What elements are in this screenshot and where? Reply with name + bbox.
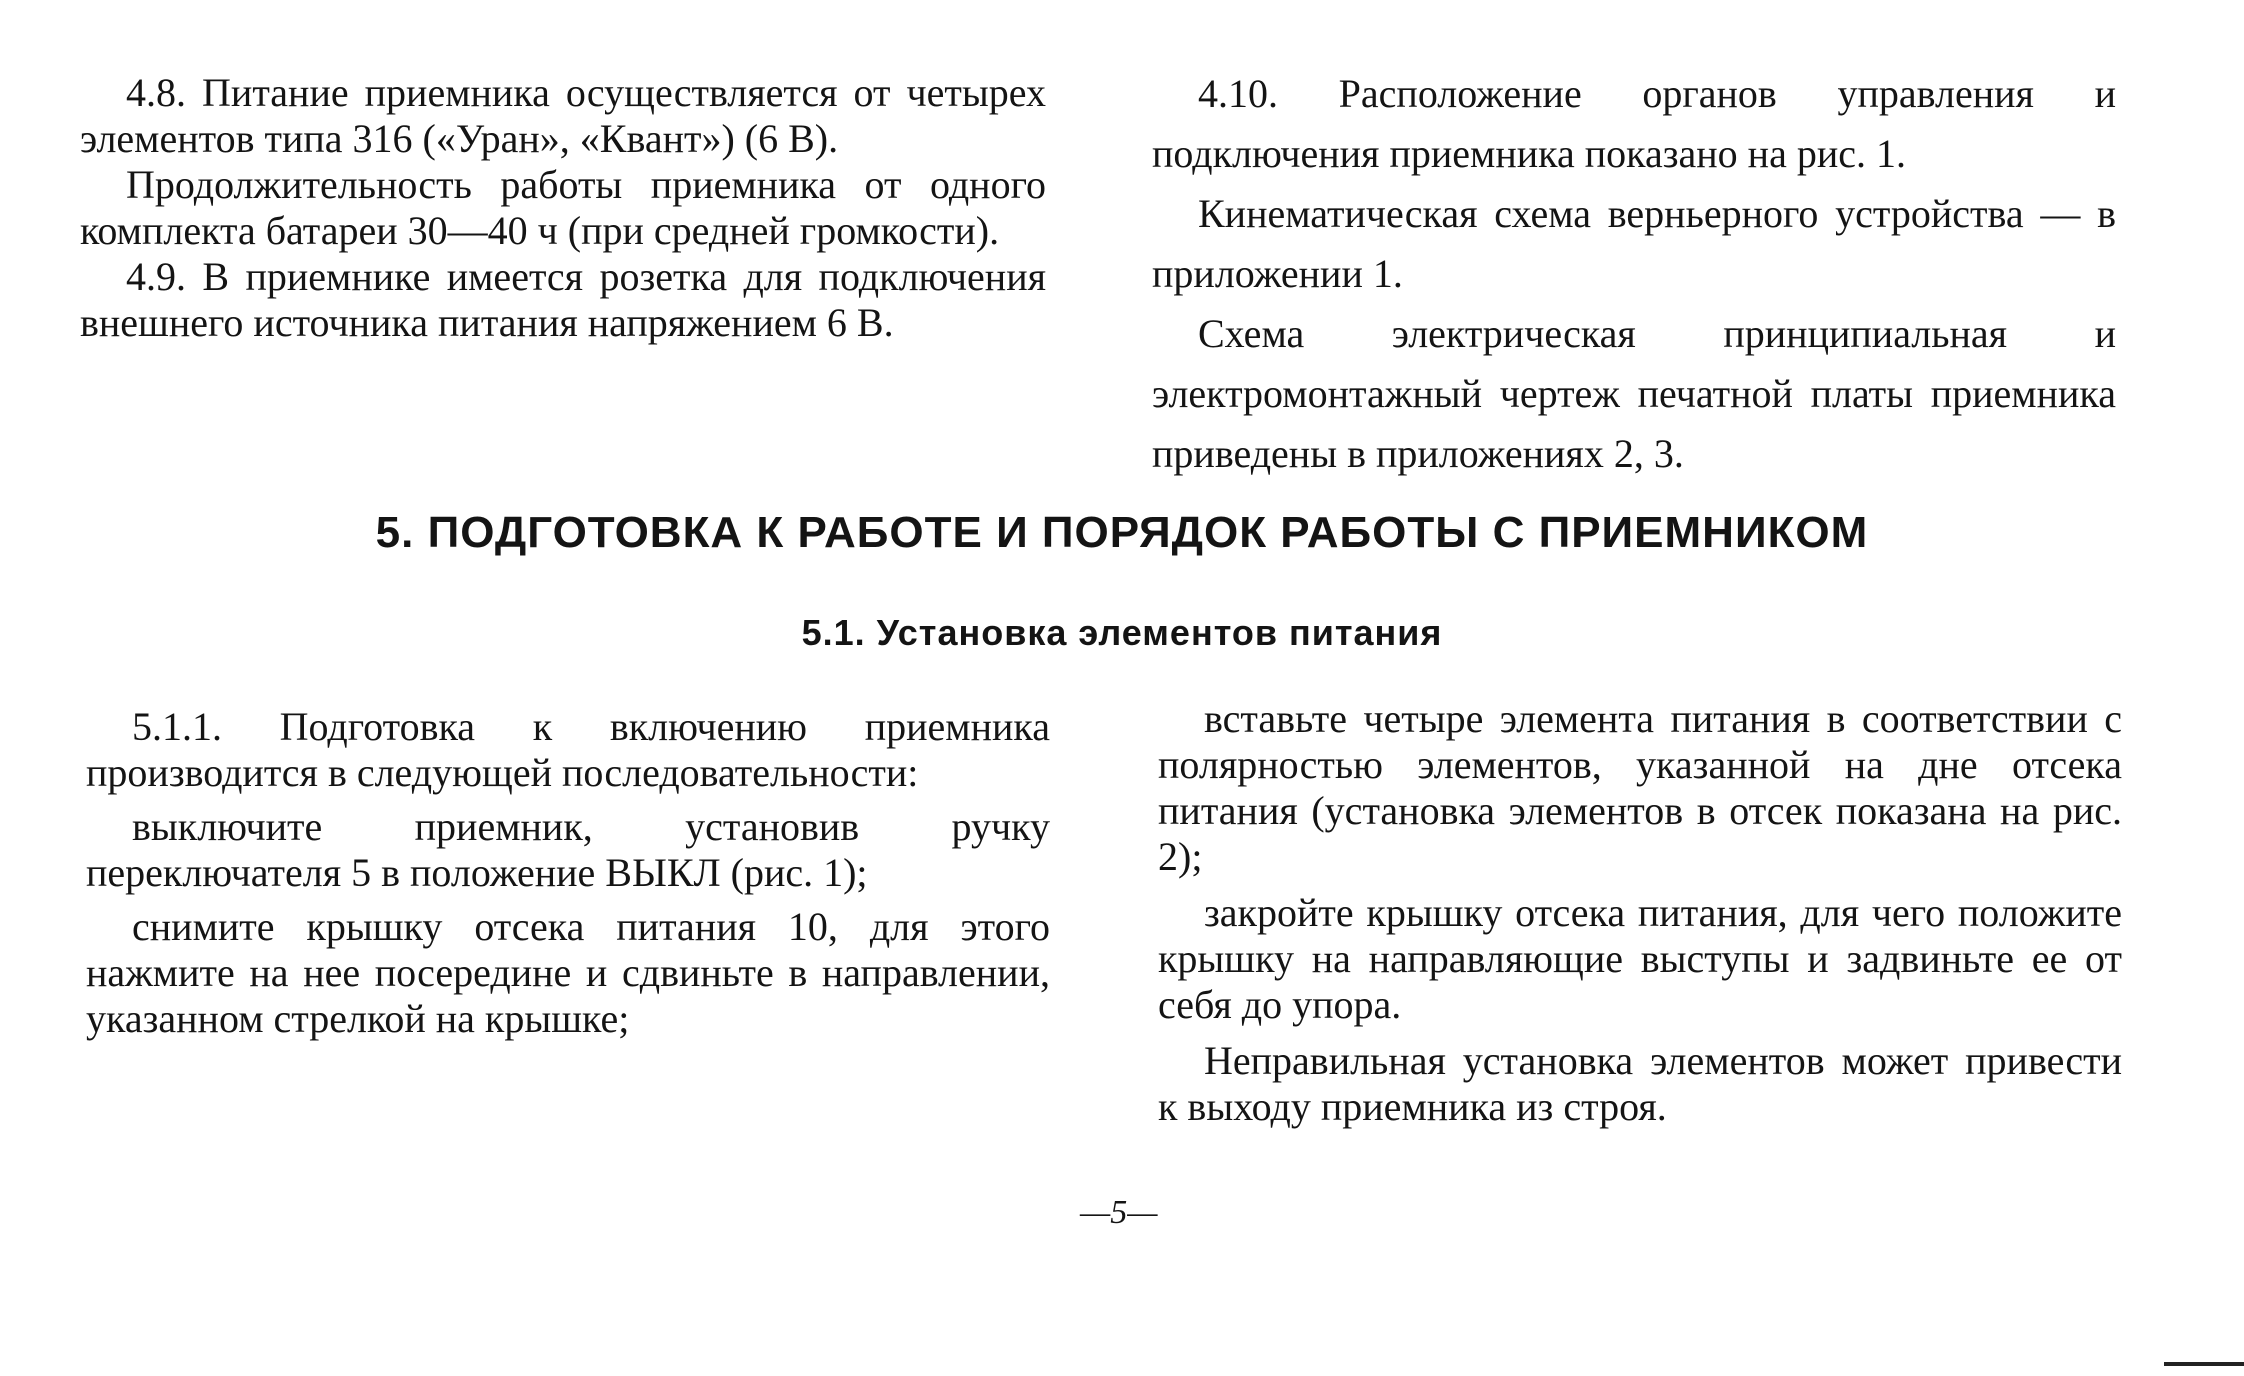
subsection-heading: 5.1. Установка элементов питания <box>801 612 1443 653</box>
right-column-bottom <box>1158 696 2122 1140</box>
page-number: —5— <box>1080 1194 1158 1231</box>
right-column-top <box>1152 64 2116 484</box>
paragraph-4-10: 4.10. Расположение органов управления и подключения приемника показано на рис. 1. <box>1152 71 2116 176</box>
paragraph-warning: Неправильная установка элементов может привести к выходу приемника из строя. <box>1158 1038 2122 1129</box>
section-heading: 5. ПОДГОТОВКА К РАБОТЕ И ПОРЯДОК РАБОТЫ С ПРИЕМНИКОМ <box>375 508 1869 557</box>
paragraph-close-cover: закройте крышку отсека питания, для чего положите крышку на направляющие выступы и задвиньте ее от себя до упора. <box>1158 890 2122 1027</box>
paragraph-kinematic-scheme: Кинематическая схема верньерного устройства — в приложении 1. <box>1152 191 2116 296</box>
paragraph-4-9: 4.9. В приемнике имеется розетка для подключения внешнего источника питания напряжением 6 В. <box>80 254 1046 345</box>
paragraph-insert-elements: вставьте четыре элемента питания в соответствии с полярностью элементов, указанной на дне отсека питания (установка элементов в отсек показана на рис. 2); <box>1158 696 2122 879</box>
left-column-top <box>80 70 1046 346</box>
paragraph-electrical-scheme: Схема электрическая принципиальная и электромонтажный чертеж печатной платы приемника приведены в приложениях 2, 3. <box>1152 311 2116 476</box>
left-column-bottom <box>86 704 1050 1050</box>
paragraph-remove-cover: снимите крышку отсека питания 10, для этого нажмите на нее посередине и сдвиньте в направлении, указанном стрелкой на крышке; <box>86 904 1050 1041</box>
paragraph-4-8: 4.8. Питание приемника осуществляется от четырех элементов типа 316 («Уран», «Квант») (6 В). <box>80 70 1046 161</box>
paragraph-switch-off: выключите приемник, установив ручку переключателя 5 в положение ВЫКЛ (рис. 1); <box>86 804 1050 895</box>
corner-rule <box>2164 1362 2244 1366</box>
paragraph-5-1-1: 5.1.1. Подготовка к включению приемника производится в следующей последовательности: <box>86 704 1050 795</box>
paragraph-battery-duration: Продолжительность работы приемника от одного комплекта батареи 30—40 ч (при средней громкости). <box>80 162 1046 253</box>
